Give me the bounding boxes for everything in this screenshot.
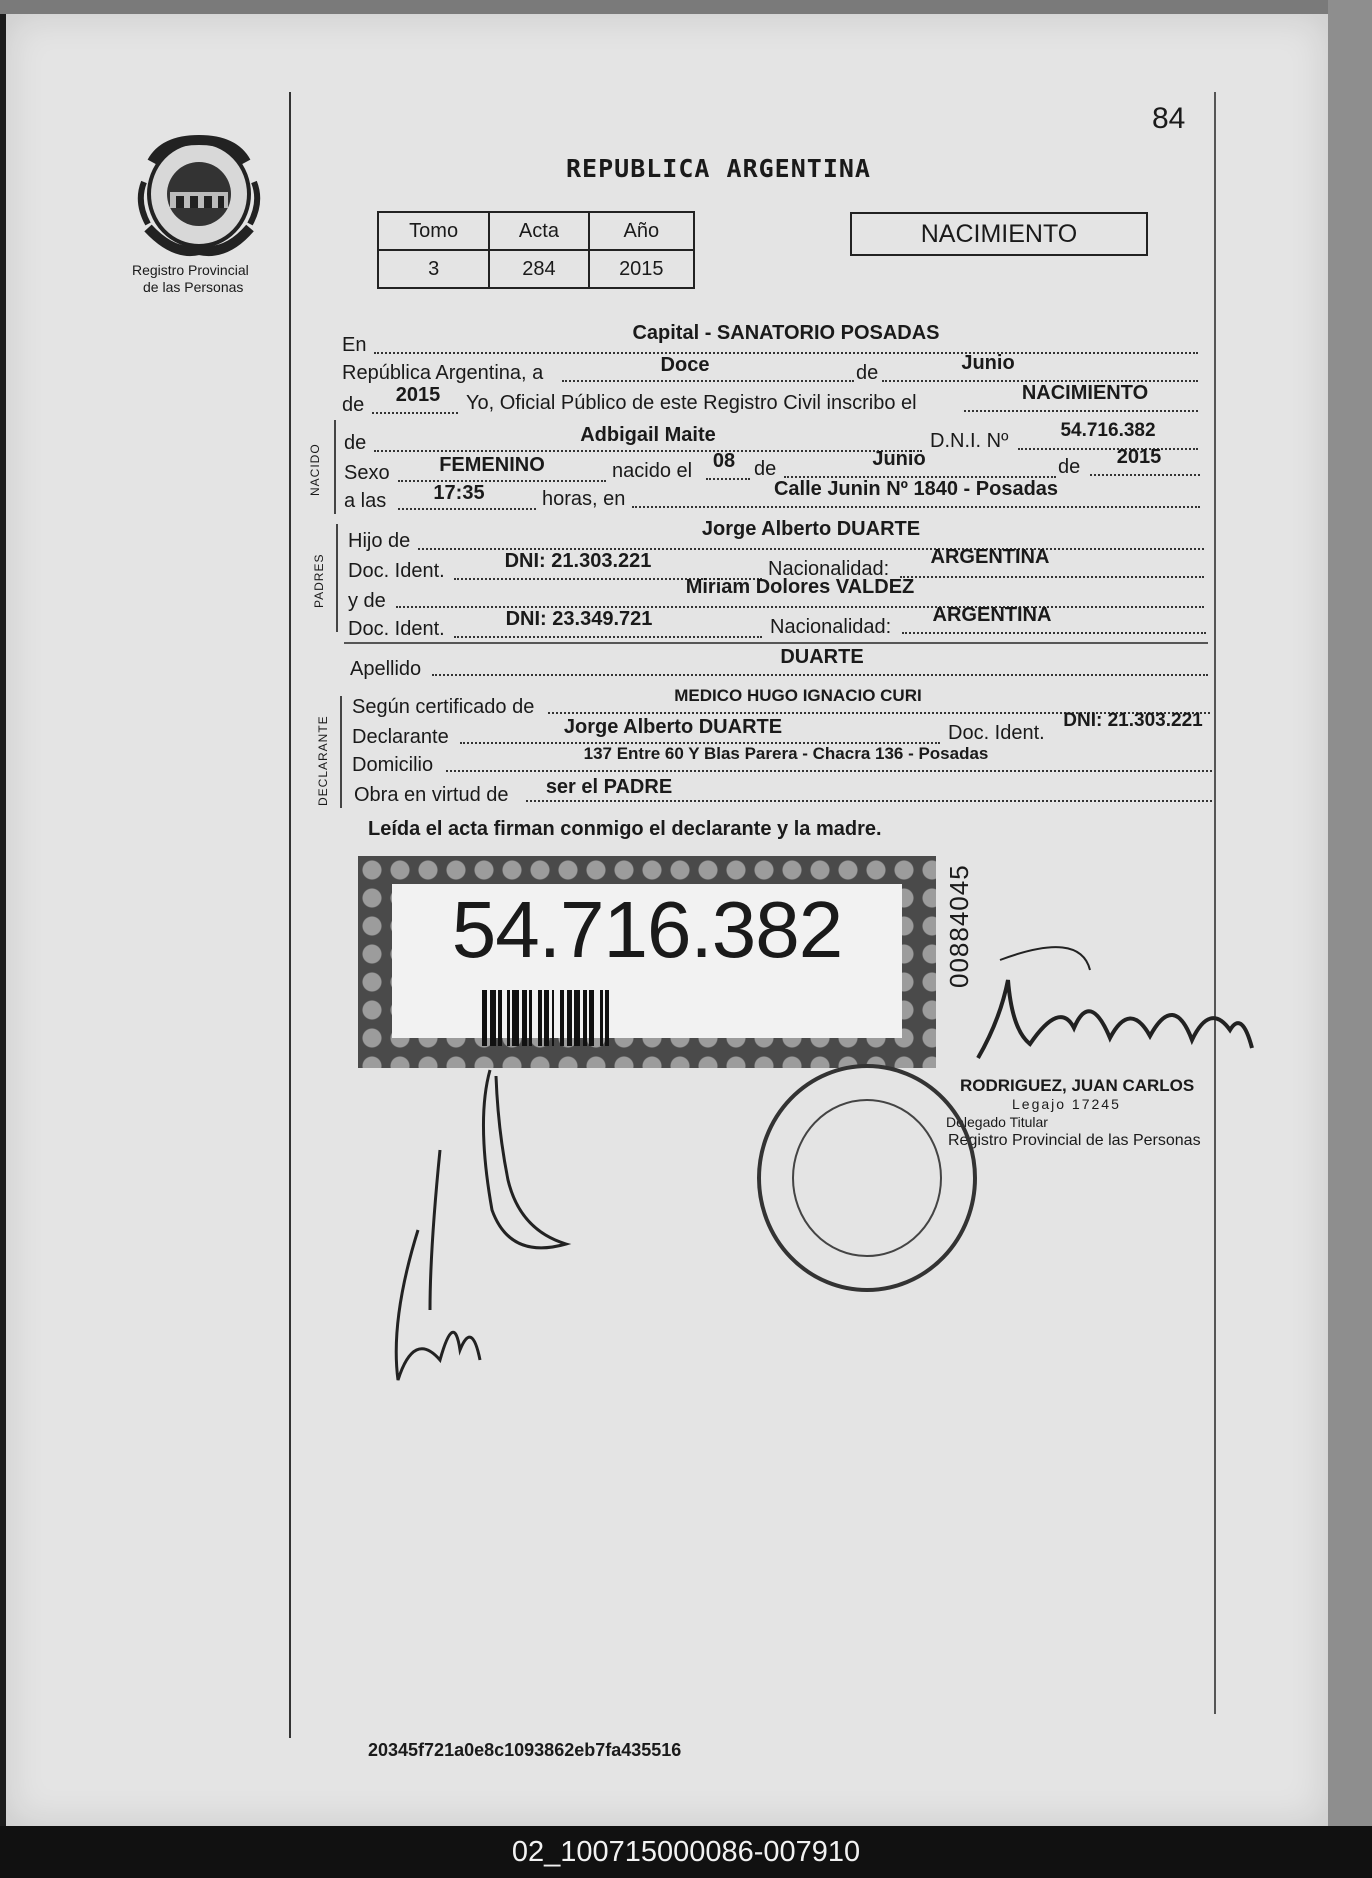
address-line (446, 770, 1212, 772)
obra-label: Obra en virtud de (354, 784, 509, 806)
time-value: 17:35 (433, 482, 485, 504)
year-line (372, 412, 458, 414)
month-value: Junio (961, 352, 1015, 374)
hijo-label: Hijo de (348, 530, 411, 552)
birth-year-value: 2015 (1116, 446, 1162, 468)
declarante-section-label: DECLARANTE (316, 715, 330, 806)
birth-place-value: Calle Junin Nº 1840 - Posadas (773, 478, 1059, 500)
mother-nationality-value: ARGENTINA (932, 604, 1052, 626)
header-tomo: Tomo (378, 212, 489, 250)
capacity-line (526, 800, 1212, 802)
mother-nac-label: Nacionalidad: (770, 616, 892, 638)
official-signature (960, 940, 1260, 1080)
father-doc-label: Doc. Ident. (348, 560, 445, 582)
birth-month-value: Junio (872, 448, 926, 470)
time-line (398, 508, 536, 510)
y-de-label: y de (348, 590, 386, 612)
stamp (752, 1058, 982, 1298)
declarant-signature (380, 1060, 580, 1400)
nacido-section-label: NACIDO (308, 443, 322, 496)
father-nationality-value: ARGENTINA (930, 546, 1050, 568)
nacido-bracket (334, 420, 336, 514)
barcode-inner-panel (392, 884, 902, 1038)
barcode-bar (512, 990, 519, 1046)
de-label-2: de (342, 394, 365, 416)
a-las-label: a las (344, 490, 387, 512)
declarant-name-value: Jorge Alberto DUARTE (563, 716, 783, 738)
record-table (377, 211, 695, 289)
segun-label: Según certificado de (352, 696, 535, 718)
mother-doc-label: Doc. Ident. (348, 618, 445, 640)
declarant-doc-label: Doc. Ident. (948, 722, 1045, 744)
father-nac-label: Nacionalidad: (768, 558, 890, 580)
day-line (562, 380, 854, 382)
official-name: RODRIGUEZ, JUAN CARLOS (960, 1076, 1195, 1095)
birth-de-label-2: de (1058, 456, 1081, 478)
capacity-value: ser el PADRE (545, 776, 673, 798)
document-hash: 20345f721a0e8c1093862eb7fa435516 (368, 1740, 682, 1760)
page-number: 84 (1152, 102, 1186, 135)
place-value: Capital - SANATORIO POSADAS (632, 322, 940, 344)
value-tomo: 3 (378, 250, 489, 288)
value-ano: 2015 (589, 250, 694, 288)
oficial-text: Yo, Oficial Público de este Registro Civil inscribo el (466, 392, 917, 414)
birth-day-value: 08 (712, 450, 736, 472)
nacido-de-label: de (344, 432, 367, 454)
official-role: Delegado Titular (946, 1114, 1048, 1130)
day-value: Doce (660, 354, 710, 376)
value-acta: 284 (489, 250, 588, 288)
closing-text: Leída el acta firman conmigo el declarante y la madre. (368, 818, 882, 840)
inscription-value: NACIMIENTO (1021, 382, 1149, 404)
apellido-value: DUARTE (780, 646, 864, 668)
mother-doc-line (454, 636, 762, 638)
horas-label: horas, en (542, 488, 626, 510)
mother-doc-value: DNI: 23.349.721 (505, 608, 653, 630)
province-seal (134, 132, 264, 262)
declarante-bracket (340, 696, 342, 808)
declarante-label: Declarante (352, 726, 449, 748)
sexo-label: Sexo (344, 462, 390, 484)
scan-footer-id: 02_100715000086-007910 (0, 1826, 1372, 1878)
barcode-bar (609, 990, 614, 1046)
padres-section-label: PADRES (312, 553, 326, 608)
registry-line-2: de las Personas (143, 279, 244, 295)
nacido-el-label: nacido el (612, 460, 693, 482)
record-type-box: NACIMIENTO (850, 212, 1148, 256)
dni-value: 54.716.382 (1060, 420, 1156, 441)
birth-year-line (1090, 474, 1200, 476)
republica-label: República Argentina, a (342, 362, 544, 384)
year-value: 2015 (395, 384, 441, 406)
registry-line-1: Registro Provincial (132, 262, 249, 278)
scan-edge-top (0, 0, 1372, 14)
apellido-line (432, 674, 1208, 676)
country-title: REPUBLICA ARGENTINA (566, 154, 871, 183)
father-name-value: Jorge Alberto DUARTE (701, 518, 921, 540)
apellido-label: Apellido (350, 658, 422, 680)
name-value: Adbigail Maite (580, 424, 716, 446)
domicilio-label: Domicilio (352, 754, 434, 776)
barcode-number: 54.716.382 (451, 885, 843, 974)
declarant-doc-value: DNI: 21.303.221 (1063, 710, 1203, 731)
official-legajo: Legajo 17245 (1012, 1096, 1121, 1112)
right-rule (1214, 92, 1216, 1714)
scan-edge-right (1328, 0, 1372, 1826)
sex-value: FEMENINO (439, 454, 545, 476)
left-rule (289, 92, 291, 1738)
certificate-value: MEDICO HUGO IGNACIO CURI (674, 686, 922, 705)
barcode-bars (482, 990, 822, 1046)
header-ano: Año (589, 212, 694, 250)
dni-label: D.N.I. Nº (930, 430, 1009, 452)
barcode-label (358, 856, 936, 1068)
mother-name-value: Miriam Dolores VALDEZ (685, 576, 915, 598)
birth-place-line (632, 506, 1200, 508)
birth-de-label: de (754, 458, 777, 480)
address-value: 137 Entre 60 Y Blas Parera - Chacra 136 - Posadas (583, 744, 989, 763)
official-office: Registro Provincial de las Personas (948, 1132, 1201, 1149)
father-doc-value: DNI: 21.303.221 (504, 550, 652, 572)
inscription-line (964, 410, 1198, 412)
en-label: En (342, 334, 367, 356)
header-acta: Acta (489, 212, 588, 250)
mother-nat-line (902, 632, 1206, 634)
serial-number: 00884045 (944, 864, 974, 988)
de-label-1: de (856, 362, 879, 384)
padres-bracket (336, 524, 338, 632)
section-divider (344, 642, 1208, 644)
